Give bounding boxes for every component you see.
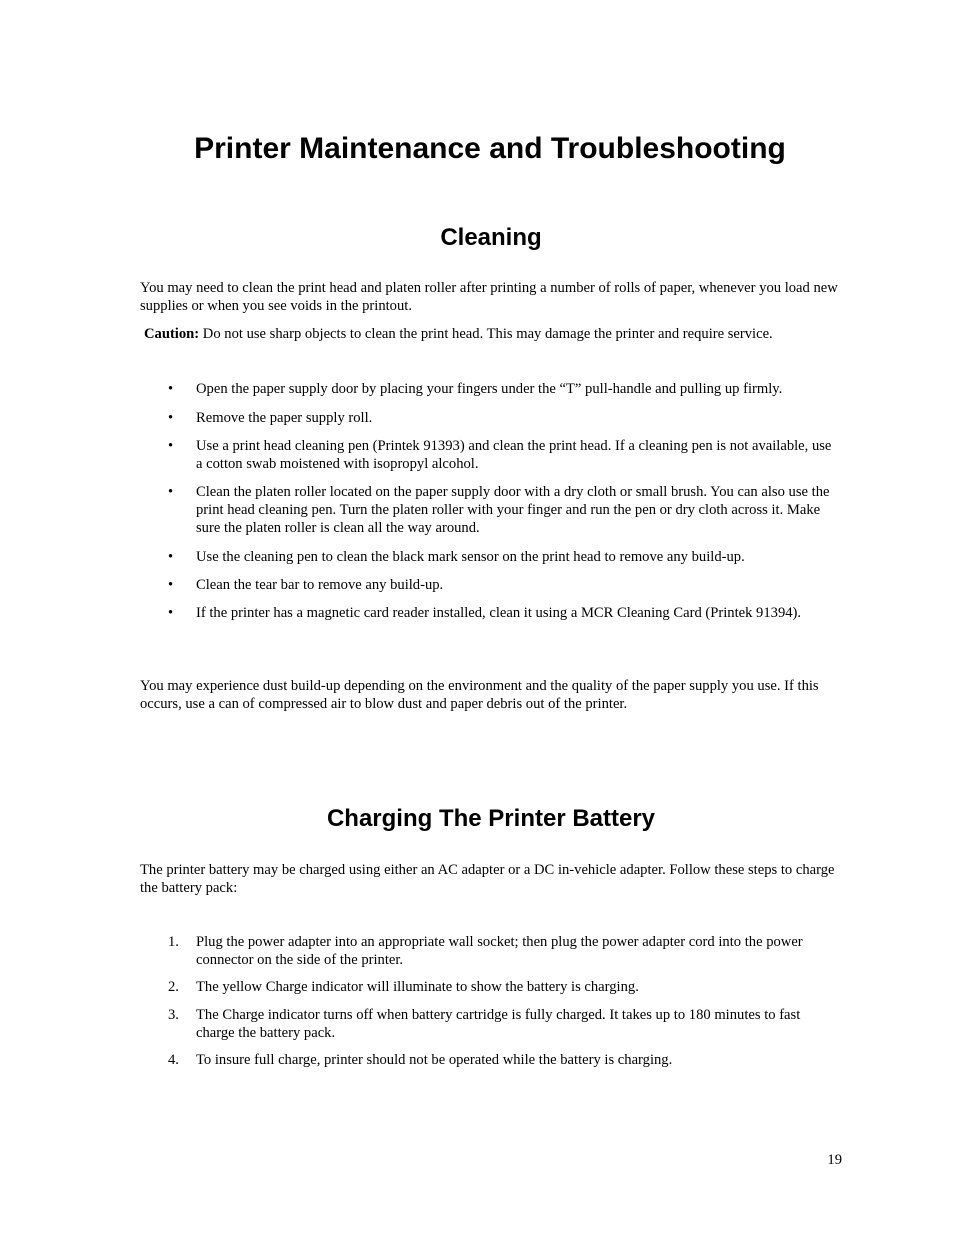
list-item-text: If the printer has a magnetic card reader installed, clean it using a MCR Cleaning Card (Printek 91394). — [196, 605, 802, 621]
bullet-marker: • — [168, 577, 174, 593]
list-item-text: Plug the power adapter into an appropriate wall socket; then plug the power adapter cord into the power connector on the side of the printer. — [196, 934, 803, 968]
step-number: 2. — [168, 979, 179, 995]
step-number: 3. — [168, 1007, 179, 1023]
list-item-text: Open the paper supply door by placing your fingers under the “T” pull-handle and pulling up firmly. — [196, 381, 783, 397]
list-item-text: The Charge indicator turns off when battery cartridge is fully charged. It takes up to 180 minutes to fast charge the battery pack. — [196, 1007, 801, 1041]
charging-heading: Charging The Printer Battery — [326, 805, 656, 832]
list-item-text: Use a print head cleaning pen (Printek 91393) and clean the print head. If a cleaning pen is not available, use a cotton swab moistened with isopropyl alcohol. — [196, 438, 832, 472]
list-item-text: Use the cleaning pen to clean the black mark sensor on the print head to remove any build-up. — [196, 549, 745, 565]
page-number: 19 — [827, 1152, 842, 1168]
bullet-marker: • — [168, 605, 174, 621]
list-item-text: The yellow Charge indicator will illuminate to show the battery is charging. — [196, 979, 639, 995]
list-item-text: To insure full charge, printer should not be operated while the battery is charging. — [196, 1052, 673, 1068]
charging-intro: The printer battery may be charged using either an AC adapter or a DC in-vehicle adapter. Follow these steps to charge the battery pack: — [140, 862, 835, 896]
bullet-marker: • — [168, 549, 174, 565]
list-item-text: Clean the tear bar to remove any build-up. — [196, 577, 444, 593]
bullet-marker: • — [168, 381, 174, 397]
page-title: Printer Maintenance and Troubleshooting — [194, 132, 786, 165]
cleaning-heading: Cleaning — [440, 224, 542, 251]
bullet-marker: • — [168, 484, 174, 500]
step-number: 4. — [168, 1052, 179, 1068]
caution-label: Caution: — [144, 326, 200, 342]
list-item-text: Clean the platen roller located on the paper supply door with a dry cloth or small brush. You can also use the print head cleaning pen. Turn the platen roller with your finger and run the pen or dry cloth across it. Make sure the platen roller is clean all the way around. — [196, 484, 830, 536]
cleaning-intro: You may need to clean the print head and platen roller after printing a number of rolls of paper, whenever you load new supplies or when you see voids in the printout. — [140, 280, 838, 314]
list-item-text: Remove the paper supply roll. — [196, 410, 373, 426]
step-number: 1. — [168, 934, 179, 950]
bullet-marker: • — [168, 410, 174, 426]
dust-note: You may experience dust build-up depending on the environment and the quality of the paper supply you use. If this occurs, use a can of compressed air to blow dust and paper debris out of the printer. — [140, 678, 819, 712]
bullet-marker: • — [168, 438, 174, 454]
caution-note — [144, 325, 844, 343]
caution-text: Do not use sharp objects to clean the print head. This may damage the printer and require service. — [199, 326, 773, 342]
